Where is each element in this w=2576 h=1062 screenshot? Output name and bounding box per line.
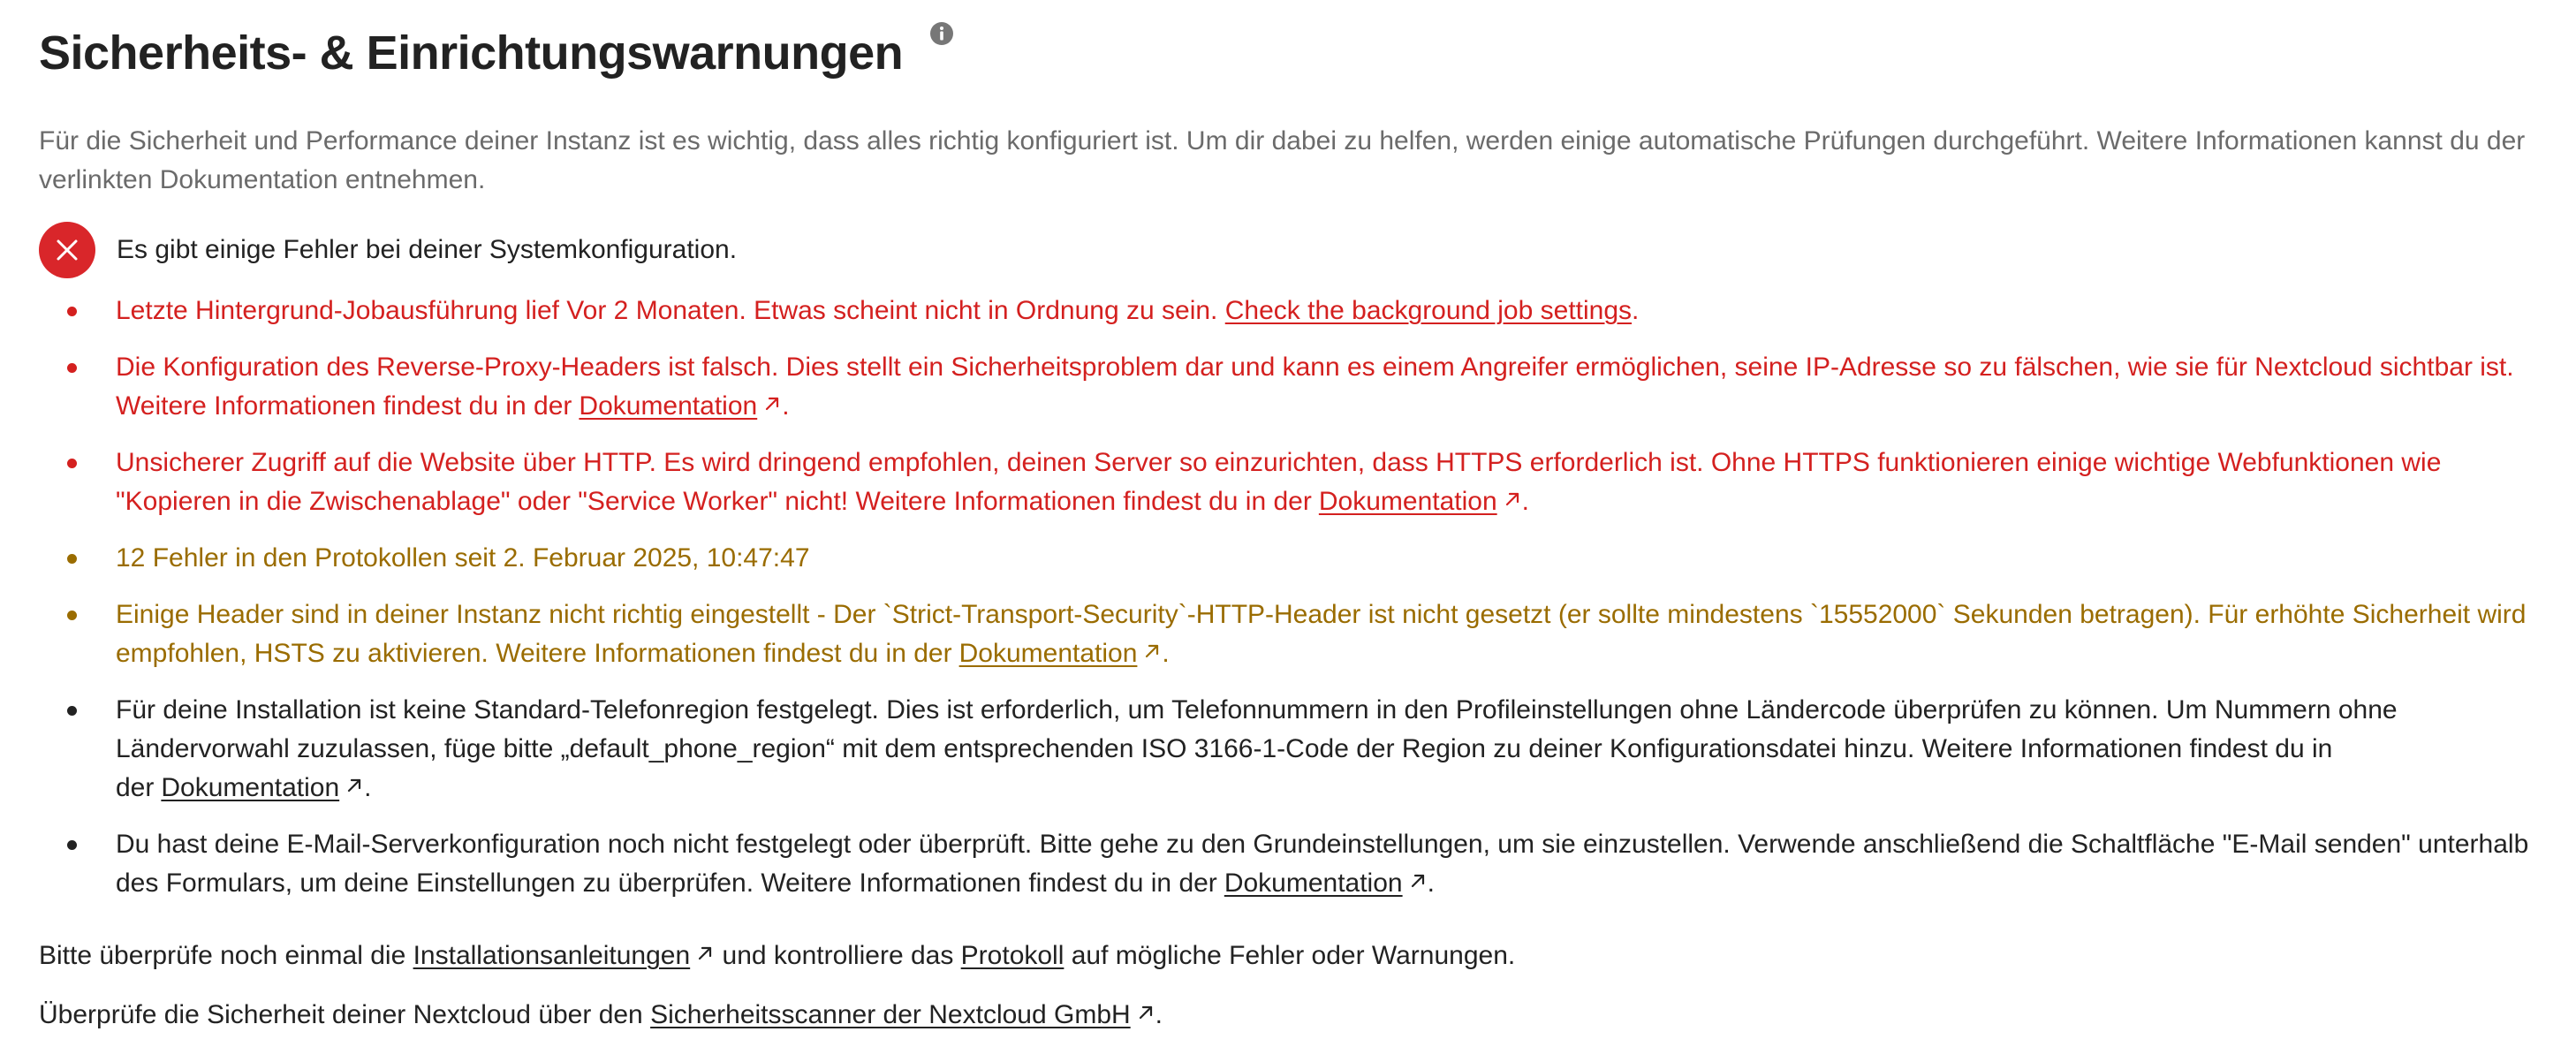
footer-line1-mid: und kontrolliere das — [715, 941, 961, 970]
check-text: Du hast deine E-Mail-Serverkonfiguration noch nicht festgelegt oder überprüft. Bitte gehe zu den Grundeinstellungen, um sie einzustellen. Verwende anschließend die Schaltfläche "E-Mail senden" unterhalb des Formulars, um deine Einstellungen zu überprüfen. Weitere Informationen findest du in der — [116, 830, 2529, 898]
check-suffix: . — [1427, 869, 1435, 898]
footer-line2-post: . — [1155, 1000, 1163, 1029]
external-link-icon — [1136, 1003, 1155, 1022]
page-title: Sicherheits- & Einrichtungswarnungen — [39, 27, 904, 80]
security-scanner-link[interactable]: Sicherheitsscanner der Nextcloud GmbH — [650, 1000, 1155, 1029]
bullet-icon — [67, 840, 77, 850]
setup-check-item — [39, 539, 2539, 578]
check-text: Die Konfiguration des Reverse-Proxy-Headers ist falsch. Dies stellt ein Sicherheitsproblem dar und kann es einem Angreifer ermöglichen, seine IP-Adresse so zu fälschen, wie sie für Nextcloud sichtbar ist. Weitere Informationen findest du in der — [116, 353, 2514, 421]
setup-check-item — [39, 444, 2539, 521]
bullet-icon — [67, 611, 77, 620]
documentation-link[interactable]: Dokumentation — [959, 639, 1163, 668]
intro-text: Für die Sicherheit und Performance deiner Instanz ist es wichtig, dass alles richtig konfiguriert ist. Um dir dabei zu helfen, werden einige automatische Prüfungen durchgeführt. Weitere Informationen kannst du der verlinkten Dokumentation entnehmen. — [39, 126, 2526, 194]
check-suffix: . — [782, 391, 790, 421]
title-row — [39, 21, 954, 92]
footer-security-scan-hint — [39, 996, 1163, 1035]
bullet-icon — [67, 459, 77, 468]
error-badge — [39, 222, 95, 278]
info-icon[interactable] — [929, 21, 954, 46]
setup-checks-list — [39, 292, 2539, 921]
check-text: Unsicherer Zugriff auf die Website über HTTP. Es wird dringend empfohlen, deinen Server so einzurichten, dass HTTPS erforderlich ist. Ohne HTTPS funktionieren einige wichtige Webfunktionen wie "Kopieren in die Zwischenablage" oder "Service Worker" nicht! Weitere Informationen findest du in der — [116, 448, 2442, 516]
footer-installation-hint — [39, 937, 1515, 975]
check-suffix: . — [1521, 487, 1529, 516]
setup-check-item — [39, 595, 2539, 673]
summary-row — [39, 221, 737, 279]
setup-check-item — [39, 292, 2539, 330]
check-suffix: . — [1162, 639, 1170, 668]
bullet-icon — [67, 706, 77, 716]
footer-line1-post: auf mögliche Fehler oder Warnungen. — [1064, 941, 1516, 970]
setup-check-item — [39, 691, 2539, 808]
documentation-link[interactable]: Dokumentation — [161, 773, 364, 802]
check-text: Für deine Installation ist keine Standard-Telefonregion festgelegt. Dies ist erforderlich, um Telefonnummern in den Profileinstellungen ohne Ländercode überprüfen zu können. Um Nummern ohne Ländervorwahl zuzulassen, füge bitte „default_phone_region“ mit dem entsprechenden ISO 3166-1-Code der Region zu deiner Konfigurationsdatei hinzu. Weitere Informationen findest du in der — [116, 695, 2398, 802]
setup-check-item — [39, 348, 2539, 426]
footer-line2-pre: Überprüfe die Sicherheit deiner Nextcloud über den — [39, 1000, 651, 1029]
setup-check-item — [39, 825, 2539, 903]
check-text: Einige Header sind in deiner Instanz nicht richtig eingestellt - Der `Strict-Transport-Security`-HTTP-Header ist nicht gesetzt (er sollte mindestens `15552000` Sekunden betragen). Für erhöhte Sicherheit wird empfohlen, HSTS zu aktivieren. Weitere Informationen findest du in der — [116, 600, 2527, 668]
documentation-link[interactable]: Dokumentation — [579, 391, 782, 421]
external-link-icon — [762, 394, 782, 413]
bullet-icon — [67, 307, 77, 316]
summary-text: Es gibt einige Fehler bei deiner Systemkonfiguration. — [117, 235, 738, 264]
documentation-link[interactable]: Dokumentation — [1319, 487, 1522, 516]
installation-guides-link[interactable]: Installationsanleitungen — [413, 941, 716, 970]
close-icon — [56, 239, 79, 262]
documentation-link[interactable]: Dokumentation — [1224, 869, 1428, 898]
bullet-icon — [67, 363, 77, 373]
check-text: 12 Fehler in den Protokollen seit 2. Februar 2025, 10:47:47 — [116, 543, 810, 573]
external-link-icon — [1408, 871, 1428, 891]
external-link-icon — [1142, 641, 1162, 661]
external-link-icon — [1503, 489, 1522, 509]
external-link-icon — [695, 944, 715, 963]
check-text: Letzte Hintergrund-Jobausführung lief Vor 2 Monaten. Etwas scheint nicht in Ordnung zu sein. — [116, 296, 1225, 325]
external-link-icon — [345, 776, 364, 795]
check-suffix: . — [364, 773, 372, 802]
bullet-icon — [67, 554, 77, 564]
footer-line1-pre: Bitte überprüfe noch einmal die — [39, 941, 413, 970]
check-suffix: . — [1632, 296, 1640, 325]
background-job-settings-link[interactable]: Check the background job settings — [1224, 296, 1633, 325]
log-link[interactable]: Protokoll — [960, 941, 1064, 970]
